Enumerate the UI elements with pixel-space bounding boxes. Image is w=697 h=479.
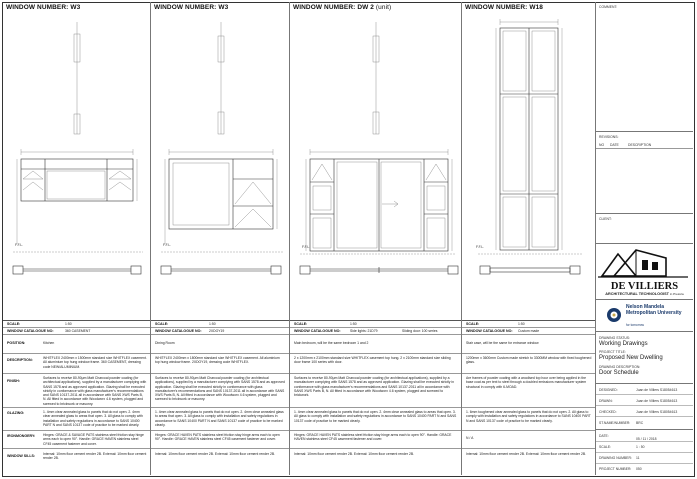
- university-box: [596, 300, 693, 332]
- finish-row: FINISH: Surfaces to receive 80-90μm Matt Charcoal powder coating (for architectual applications), supplied by a manufacturer complying with SANS 1578 and as approved application. Glazing shall be executed strictly in conformance with glass manufacturer's recommendations and SANS 10137-2011 all in accordance with SANS XWS Parts B, N. All fitted in accordance with Woodworx 4.6 system, plugged and screwed to brickwork or masonry.: [3, 374, 150, 408]
- company-name: DE VILLIERS: [610, 281, 679, 292]
- window-column-2: [151, 2, 290, 475]
- window-heading: WINDOW NUMBER: W18: [465, 4, 543, 11]
- window-spec-table: [151, 320, 289, 478]
- glazing-row: GLAZING: 1. 4mm clear annealed glass to panels that do not open. 2. 4mm clear annealed glass to areas that open. 3. All glass to comply with installation and safety regulations in accordance to SANS 10400 PART N and SANS 10137 code of practice to be marked clearly.: [3, 408, 150, 431]
- position-row: Dining Room: [151, 335, 289, 354]
- window-elevation-w3-dining: [151, 14, 290, 314]
- window-spec-table: [290, 320, 461, 478]
- scale-row: SCALE: 1:50: [462, 321, 595, 328]
- sills-row: Internal: 10mm floor cement render 2B. External: 10mm floor cement render 2B.: [466, 452, 587, 456]
- university-emblem-icon: [606, 307, 622, 323]
- title-block: [596, 2, 693, 475]
- sheet-info-box: DATE: 05 / 11 / 2018 SCALE: 1 : 50 DRAWING NUMBER: 11 PROJECT NUMBER: 050: [596, 430, 693, 475]
- catalogue-row: WINDOW CATALOGUE NO: 2XDOY19: [151, 328, 289, 335]
- floor-level-label: F.F.L.: [15, 243, 24, 247]
- catalogue-row: WINDOW CATALOGUE NO: Side lights: 21D79 Sliding door: 100 series: [290, 328, 461, 335]
- ironmongery-row: IRONMONGERY: Hinges: GRACE & SAVAGE PATS stainless steel friction stay hinge arms each to open 90°. Handle: GRACE HAVEN stainless steel CF45 casement fastener and cover.: [3, 431, 150, 449]
- ironmongery-row: Hinges: GRACE HAVEN PATS stainless steel friction stay hinge arms each to open 90°. Handle: GRACE HAVEN stainless steel CF45 casement fastener and cover.: [151, 431, 289, 449]
- finish-row: Are frames of powder coating with a anodised top hour over being applied in the base coat as per text to steel through a doubled emissions manufacturer system structural in comply with 6-MOAD.: [462, 374, 595, 408]
- scale-row: SCALE: 1:50: [151, 321, 289, 328]
- people-box: DESIGNED: Juan de Villiers S18054613 DRAWN: Juan de Villiers S18054613 CHECKED: Juan de Villiers S18054613 ST.NAME/NUMBER: BRC: [596, 384, 693, 430]
- catalogue-row: WINDOW CATALOGUE NO: Custom made: [462, 328, 595, 335]
- window-spec-table: [462, 320, 595, 478]
- window-drawing: [462, 14, 595, 314]
- window-drawing: [151, 14, 289, 314]
- ironmongery-row: Hinges: GRACE HAVEN PATS stainless steel friction stay hinge arms each to open 90°. Handle: GRACE HAVEN stainless steel CF45 casement fastener and cover.: [290, 431, 461, 449]
- description-row: DESCRIPTION: WHITFLEX 2400mm x 1500mm standard size WHITFLEX casement. All aluminium top hung window frame. 360 CASEMENT, dressing code NEW/ALUMINIUM.: [3, 354, 150, 374]
- revisions-box: REVISIONS: NO DATE DESCRIPTION: [596, 132, 693, 214]
- finish-row: Surfaces to receive 80-90μm Matt Charcoal powder coating (for architectual applications), supplied by a manufacturer complying with SANS 1578 and as approved application. Glazing shall be executed strictly in conformance with glass manufacturer's recommendations and SANS 10137-2011 all in accordance with SANS XWS Parts B, N. All fitted in accordance with Woodworx 4.6 system, plugged and screwed to brickwork or masonry.: [151, 374, 289, 408]
- glazing-row: 1. 4mm clear annealed glass to panels that do not open. 2. 4mm clear annealed glass to areas that open. 3. All glass to comply with installation and safety regulations in accordance to SANS 10400 PART N and SANS 10137 code of practice to be marked clearly.: [290, 408, 461, 431]
- house-logo-icon: [596, 246, 693, 280]
- drawing-info-box: DRAWING STATUS: Working Drawings PROJECT TITLE: Proposed New Dwelling DRAWING DESCRIPTION: Door Schedule: [596, 332, 693, 384]
- floor-level-label: F.F.L.: [476, 245, 485, 249]
- description-row: 2 x 1200mm x 2100mm standard size WHITFLEX casement top hung. 2 x 2100mm standard size sliding door frame 100 series with door.: [290, 354, 461, 374]
- position-row: POSITION: Kitchen: [3, 335, 150, 354]
- window-drawing: [290, 14, 461, 314]
- scale-row: SCALE: 1:50: [3, 321, 150, 328]
- client-box: CLIENT:: [596, 214, 693, 244]
- position-row: Stair case, will be the same for entrance window: [462, 335, 595, 354]
- window-spec-table: [3, 320, 150, 478]
- project-title: Proposed New Dwelling: [599, 355, 663, 361]
- description-row: 1200mm x 3600mm Custom made stretch to 3300MM window with fixed toughened glass.: [462, 354, 595, 374]
- drawing-status: Working Drawings: [599, 341, 648, 347]
- window-drawing: [3, 14, 150, 314]
- sills-row: WINDOW SILLS: Internal: 10mm floor cement render 2B. External: 10mm floor cement render 2B.: [7, 452, 147, 461]
- window-heading: WINDOW NUMBER: W3: [154, 4, 229, 11]
- catalogue-row: WINDOW CATALOGUE NO: 360 CASEMENT: [3, 328, 150, 335]
- glazing-row: 1. 6mm toughened clear annealed glass to panels that do not open. 2. All glass to comply with installation and safety regulations in accordance to SANS 10400 PART N and SANS 10137 code of practice to be marked clearly.: [462, 408, 595, 431]
- position-row: Main bedroom, will be the same bedroom 1 and 2: [290, 335, 461, 354]
- finish-row: Surfaces to receive 80-90μm Matt Charcoal powder coating (for architectual applications), supplied by a manufacturer complying with SANS 1578 and as approved application. Glazing shall be executed strictly in conformance with glass manufacturer's recommendations and SANS 10137-2011 all in accordance with SANS XWS Parts B, N. All fitted in accordance with Woodworx 4.6 system, plugged and screwed to brickwork.: [290, 374, 461, 408]
- glazing-row: 1. 4mm clear annealed glass to panels that do not open. 2. 4mm clear annealed glass to areas that open. 3. All glass to comply with installation and safety regulations in accordance to SANS 10400 PART N and SANS 10137 code of practice to be marked clearly.: [151, 408, 289, 431]
- window-column-4: [462, 2, 596, 475]
- window-heading: WINDOW NUMBER: DW 2 (unit): [293, 4, 392, 11]
- floor-level-label: F.F.L.: [302, 245, 311, 249]
- comment-box: COMMENT:: [596, 2, 693, 132]
- company-logo-box: [596, 244, 693, 300]
- scale-row: SCALE: 1:50: [290, 321, 461, 328]
- sills-row: Internal: 10mm floor cement render 2B. External: 10mm floor cement render 2B.: [155, 452, 276, 456]
- sills-row: Internal: 10mm floor cement render 2B. External: 10mm floor cement render 2B.: [294, 452, 415, 456]
- company-subtitle: ARCHITECTURAL TECHNOLOGIST in Pretoria: [605, 292, 684, 296]
- floor-level-label: F.F.L.: [163, 243, 172, 247]
- drawing-description: Door Schedule: [599, 370, 639, 376]
- window-elevation-w18: [462, 14, 596, 314]
- university-tagline: for tomorrow: [626, 323, 644, 327]
- ironmongery-row: N / A: [462, 431, 595, 449]
- window-heading: WINDOW NUMBER: W3: [6, 4, 81, 11]
- university-name: Nelson Mandela Metropolitan University: [626, 304, 682, 316]
- door-window-elevation-dw2: [290, 14, 462, 314]
- window-column-1: [3, 2, 151, 475]
- window-elevation-w3: [3, 14, 151, 314]
- window-column-3: [290, 2, 462, 475]
- description-row: WHITFLEX 2400mm x 1800mm standard size WHITFLEX casement. All aluminium top hung window frame. 2XDOY19, dressing code WHITFLEX.: [151, 354, 289, 374]
